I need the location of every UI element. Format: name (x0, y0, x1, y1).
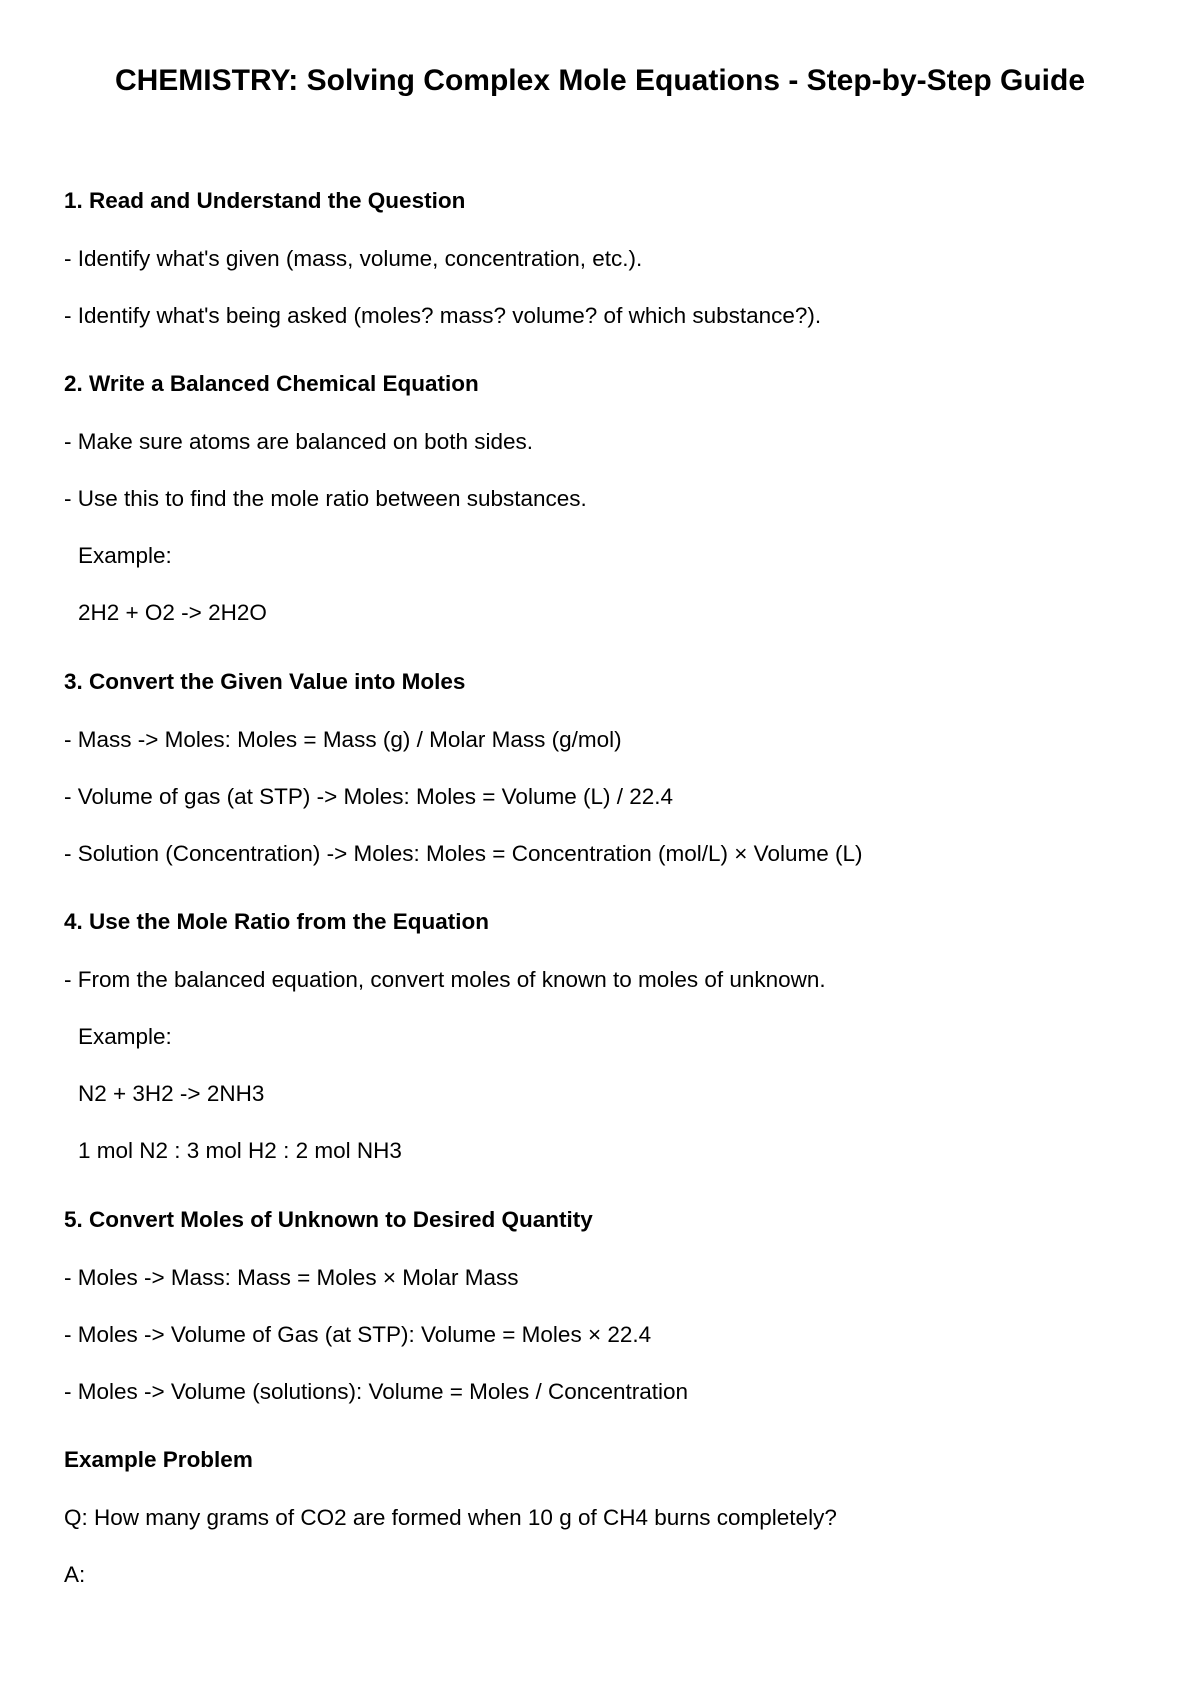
section-heading-5: 5. Convert Moles of Unknown to Desired Quantity (64, 1207, 593, 1232)
section-4-example-ratio: 1 mol N2 : 3 mol H2 : 2 mol NH3 (78, 1138, 402, 1163)
section-4-line-1: - From the balanced equation, convert moles of known to moles of unknown. (64, 967, 826, 992)
section-2-example-equation: 2H2 + O2 -> 2H2O (78, 600, 267, 625)
section-heading-1: 1. Read and Understand the Question (64, 188, 466, 213)
example-problem-question: Q: How many grams of CO2 are formed when 10 g of CH4 burns completely? (64, 1505, 837, 1530)
section-1-line-1: - Identify what's given (mass, volume, concentration, etc.). (64, 246, 643, 271)
section-4-example-equation: N2 + 3H2 -> 2NH3 (78, 1081, 265, 1106)
page-title: CHEMISTRY: Solving Complex Mole Equations - Step-by-Step Guide (114, 64, 1086, 97)
section-heading-4: 4. Use the Mole Ratio from the Equation (64, 909, 490, 934)
section-heading-3: 3. Convert the Given Value into Moles (64, 669, 466, 694)
section-3-line-1: - Mass -> Moles: Moles = Mass (g) / Molar Mass (g/mol) (64, 727, 622, 752)
section-1-line-2: - Identify what's being asked (moles? mass? volume? of which substance?). (64, 303, 822, 328)
example-problem-answer-label: A: (64, 1562, 86, 1587)
section-2-line-1: - Make sure atoms are balanced on both sides. (64, 429, 534, 454)
section-heading-2: 2. Write a Balanced Chemical Equation (64, 371, 479, 396)
section-5-line-3: - Moles -> Volume (solutions): Volume = Moles / Concentration (64, 1379, 689, 1404)
example-problem-heading: Example Problem (64, 1447, 253, 1472)
section-5-line-2: - Moles -> Volume of Gas (at STP): Volume = Moles × 22.4 (64, 1322, 652, 1347)
section-3-line-2: - Volume of gas (at STP) -> Moles: Moles = Volume (L) / 22.4 (64, 784, 674, 809)
section-3-line-3: - Solution (Concentration) -> Moles: Moles = Concentration (mol/L) × Volume (L) (64, 841, 863, 866)
section-4-example-label: Example: (78, 1024, 172, 1049)
section-5-line-1: - Moles -> Mass: Mass = Moles × Molar Mass (64, 1265, 519, 1290)
section-2-line-2: - Use this to find the mole ratio between substances. (64, 486, 587, 511)
section-2-example-label: Example: (78, 543, 172, 568)
